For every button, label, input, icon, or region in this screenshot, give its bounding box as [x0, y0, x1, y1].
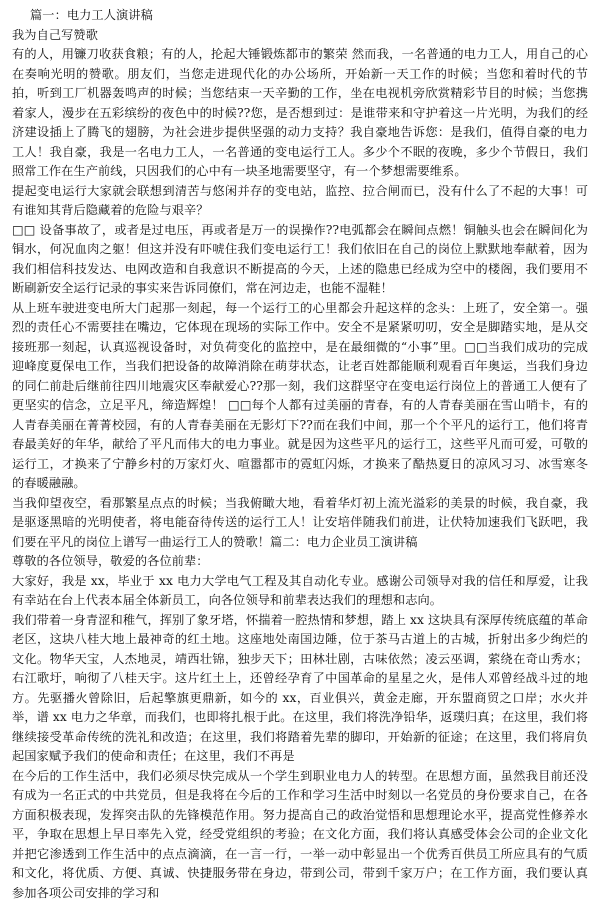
paragraph-2: 提起变电运行大家就会联想到清苦与悠闲并存的变电站，监控、拉合闸而已，没有什么了不起的大事！可有谁知其背后隐藏着的危险与艰辛？ [12, 182, 588, 221]
paragraph-4: 从上班车驶进变电所大门起那一刻起，每一个运行工的心里都会升起这样的念头：上班了，安全第一。强烈的责任心不需要挂在嘴边，它体现在现场的实际工作中。安全不是紧紧叨叨，安全是脚踏实地，是从交接班那一刻起，认真巡视设备时，对负荷变化的监控中，是在最细微的“小事”里。□□当我们成功的完成迎峰度夏保电工作，当我们把设备的故障消除在萌芽状态，让老百姓都能顺利观看百年奥运，当我们身边的同仁前赴后继前往四川地震灾区奉献爱心??那一刻，我们这群坚守在变电运行岗位上的普通工人便有了更坚实的信念，立足平凡，缔造辉煌！ □□每个人都有过美丽的青春，有的人青春美丽在雪山哨卡，有的人青春美丽在菁菁校园，有的人青春美丽在无影灯下??而在我们中间，那一个个平凡的运行工，他们将青春最美好的年华，献给了平凡而伟大的电力事业。就是因为这些平凡的运行工，这些平凡而可爱，可敬的运行工，才换来了宁静乡村的万家灯火、喧嚣都市的霓虹闪烁，才换来了酷热夏日的凉风习习、冰雪寒冬的春暖融融。 [12, 299, 588, 494]
document-title: 篇一：电力工人演讲稿 [12, 6, 588, 26]
paragraph-8: 在今后的工作生活中，我们必须尽快完成从一个学生到职业电力人的转型。在思想方面，虽然我目前还没有成为一名正式的中共党员，但是我将在今后的工作和学习生活中时刻以一名党员的身份要求自己，在各方面积极表现，发挥突击队的先锋模范作用。努力提高自己的政治觉悟和思想理论水平，提高党性修养水平，争取在思想上早日率先入党，经受党组织的考验；在文化方面，我们将认真感受体会公司的企业文化并把它渗透到工作生活中的点点滴滴，在一言一行，一举一动中彰显出一个优秀百供员工所应具有的气质和文化，将优质、方便、真诚、快捷服务带在身边，带到公司，带到千家万户；在工作方面，我们要认真参加各项公司安排的学习和 [12, 767, 588, 903]
paragraph-3: □□ 设备事故了，或者是过电压，再或者是万一的误操作??电弧都会在瞬间点燃！铜触头也会在瞬间化为铜水，何况血肉之躯！但这并没有吓唬住我们变电运行工！我们依旧在自己的岗位上默默地奉献着，因为我们相信科技发达、电网改造和自我意识不断提高的今天，上述的隐患已经成为空中的楼阁，我们要用不断刷新安全运行记录的事实来告诉同僚们，常在河边走，也能不湿鞋！ [12, 221, 588, 299]
paragraph-1: 有的人，用镰刀收获食粮；有的人，抡起大锤锻炼都市的繁荣 然而我，一名普通的电力工人，用自己的心在奏响光明的赞歌。朋友们，当您走进现代化的办公场所，开始新一天工作的时候；当您和着时代的节拍，听到工厂机器轰鸣声的时候；当您结束一天辛勤的工作，坐在电视机旁欣赏精彩节目的时候；当您携着家人，漫步在五彩缤纷的夜色中的时候??您，是否想到过：是谁带来和守护着这一片光明，为我们的经济建设插上了腾飞的翅膀，为社会进步提供坚强的动力支持？我自豪地告诉您：是我们，值得自豪的电力工人！我自豪，我是一名电力工人，一名普通的变电运行工人。多少个不眠的夜晚，多少个节假日，我们照常工作在生产前线，只因我们的心中有一块圣地需要坚守，有一个梦想需要维系。 [12, 45, 588, 182]
paragraph-5: 当我仰望夜空，看那繁星点点的时候；当我俯瞰大地，看着华灯初上流光溢彩的美景的时候，我自豪，我是驱逐黑暗的光明使者，将电能奋待传送的运行工人！让安培伴随我们前进，让伏特加速我们飞跃吧，我们要在平凡的岗位上谱写一曲运行工人的赞歌！篇二：电力企业员工演讲稿 [12, 494, 588, 553]
paragraph-7: 我们带着一身青涩和稚气，挥别了象牙塔，怀揣着一腔热情和梦想，踏上 xx 这块具有深厚传统底蕴的革命老区，这块八桂大地上最神奇的红土地。这座地处南国边陲，位于茶马古道上的古城，折射出多少绚烂的文化。物华天宝，人杰地灵，靖西壮锦，独步天下；田林壮剧，古味依然；凌云巫调，萦绕在奇山秀水；右江歌圩，响彻了八桂天宇。这片红土上，还曾经孕育了中国革命的星星之火，是伟人邓曾经战斗过的地方。先驱播火曾除旧，后起擎旗更鼎新，如今的 xx，百业俱兴，黄金走廊，开东盟商贸之口岸；水火并举，谱 xx 电力之华章，而我们，也即将扎根于此。在这里，我们将洗净铅华，返璞归真；在这里，我们将继续接受革命传统的洗礼和改造；在这里，我们将踏着先辈的脚印，开始新的征途；在这里，我们将肩负起国家赋予我们的使命和责任；在这里，我们不再是 [12, 611, 588, 767]
section-subtitle: 我为自己写赞歌 [12, 26, 588, 46]
salutation: 尊敬的各位领导，敬爱的各位前辈： [12, 552, 588, 572]
paragraph-6: 大家好，我是 xx，毕业于 xx 电力大学电气工程及其自动化专业。感谢公司领导对我的信任和厚爱，让我有幸站在台上代表本届全体新员工，向各位领导和前辈表达我们的理想和志向。 [12, 572, 588, 611]
